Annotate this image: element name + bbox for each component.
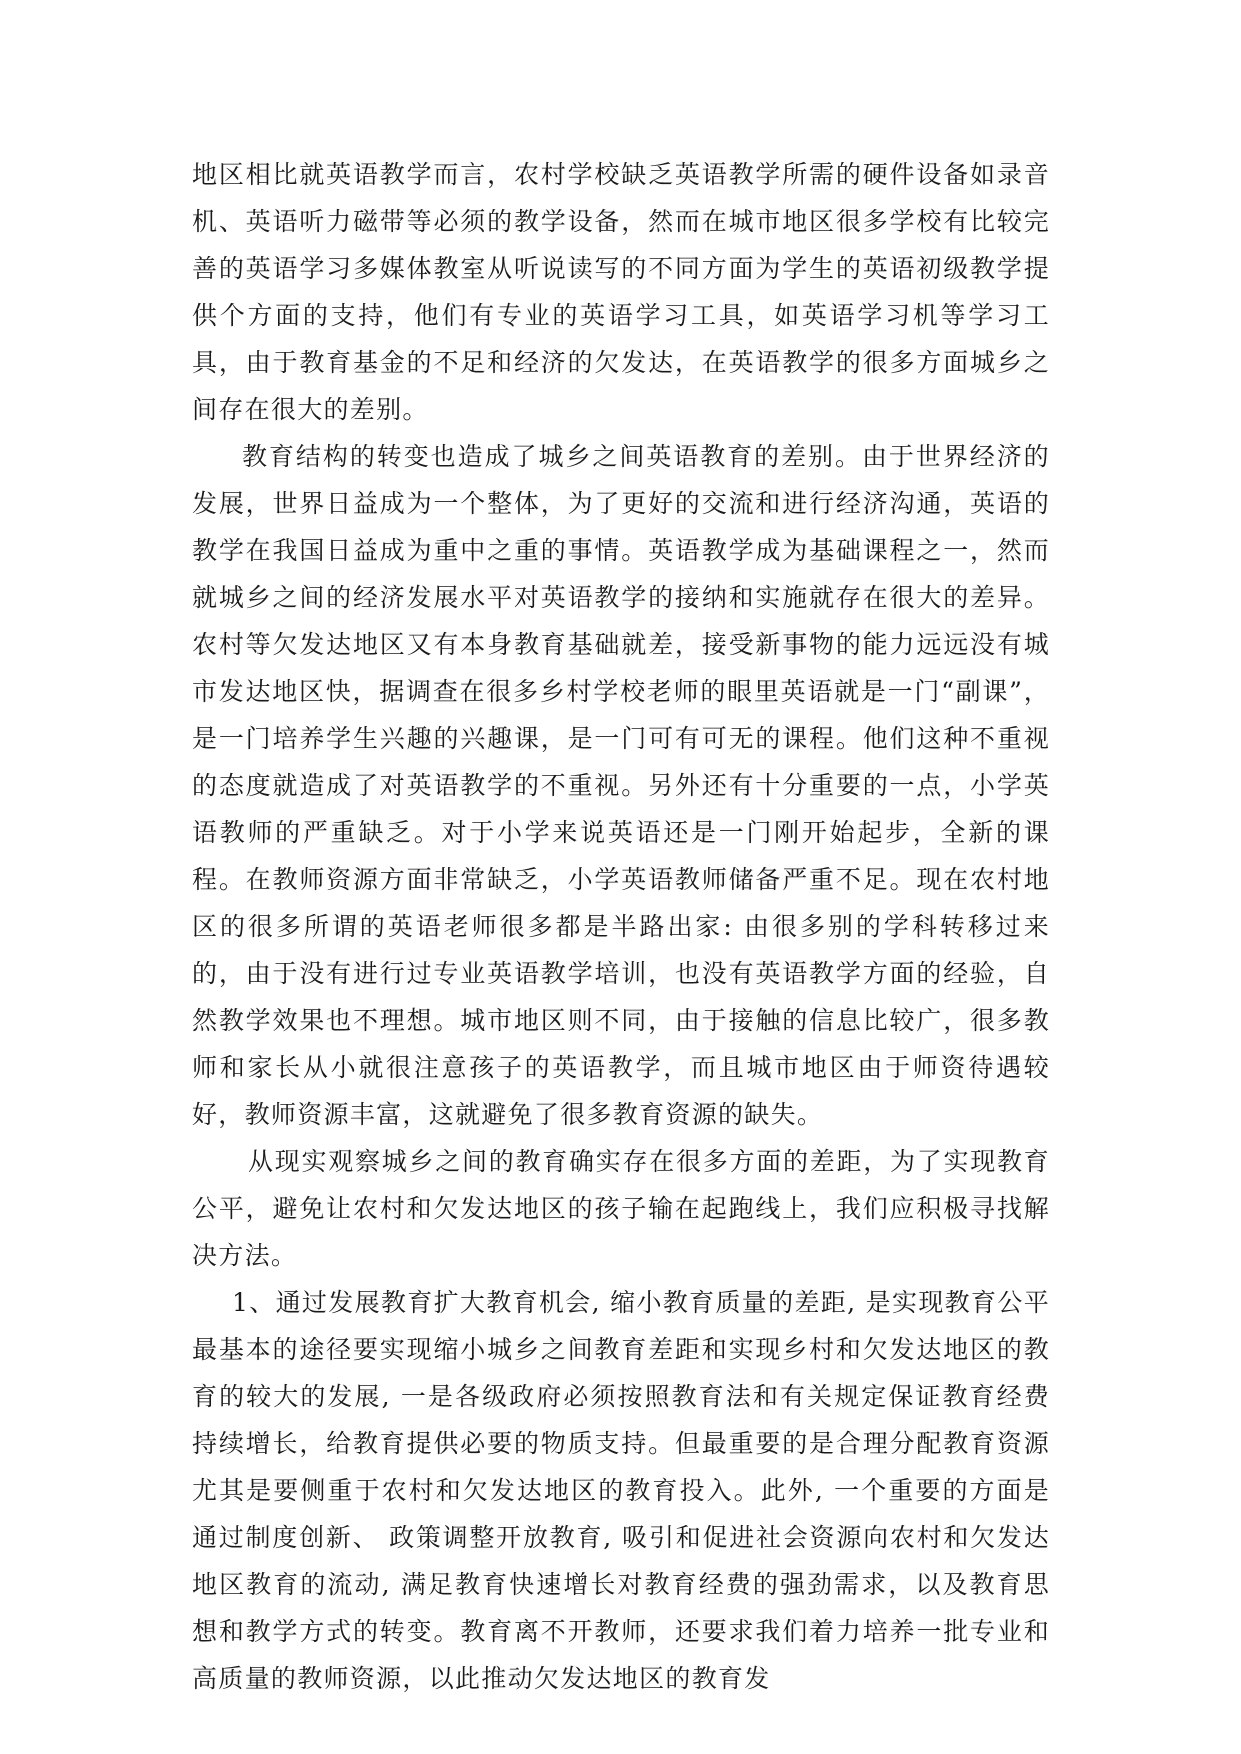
paragraph-solution-1: 1、通过发展教育扩大教育机会, 缩小教育质量的差距, 是实现教育公平最基本的途径要实现缩小城乡之间教育差距和实现乡村和欠发达地区的教育的较大的发展, 一是各级政府必须按照教育法和有关规定保证教育经费持续增长，给教育提供必要的物质支持。但最重要的是合理分配教育资源尤其是要侧重于农村和欠发达地区的教育投入。此外, 一个重要的方面是通过制度创新、 政策调整开放教育, 吸引和促进社会资源向农村和欠发达地区教育的流动, 满足教育快速增长对教育经费的强劲需求，以及教育思想和教学方式的转变。教育离不开教师，还要求我们着力培养一批专业和高质量的教师资源，以此推动欠发达地区的教育发 bbox=[192, 1288, 1050, 1693]
paragraph-hardware-gap: 地区相比就英语教学而言，农村学校缺乏英语教学所需的硬件设备如录音机、英语听力磁带等必须的教学设备，然而在城市地区很多学校有比较完善的英语学习多媒体教室从听说读写的不同方面为学生的英语初级教学提供个方面的支持，他们有专业的英语学习工具，如英语学习机等学习工具，由于教育基金的不足和经济的欠发达，在英语教学的很多方面城乡之间存在很大的差别。 bbox=[192, 160, 1050, 424]
paragraph-education-structure: 教育结构的转变也造成了城乡之间英语教育的差别。由于世界经济的发展，世界日益成为一个整体，为了更好的交流和进行经济沟通，英语的教学在我国日益成为重中之重的事情。英语教学成为基础课程之一，然而就城乡之间的经济发展水平对英语教学的接纳和实施就存在很大的差异。农村等欠发达地区又有本身教育基础就差，接受新事物的能力远远没有城市发达地区快，据调查在很多乡村学校老师的眼里英语就是一门“副课”，是一门培养学生兴趣的兴趣课，是一门可有可无的课程。他们这种不重视的态度就造成了对英语教学的不重视。另外还有十分重要的一点，小学英语教师的严重缺乏。对于小学来说英语还是一门刚开始起步，全新的课程。在教师资源方面非常缺乏，小学英语教师储备严重不足。现在农村地区的很多所谓的英语老师很多都是半路出家: 由很多别的学科转移过来的，由于没有进行过专业英语教学培训，也没有英语教学方面的经验，自然教学效果也不理想。城市地区则不同，由于接触的信息比较广，很多教师和家长从小就很注意孩子的英语教学，而且城市地区由于师资待遇较好，教师资源丰富，这就避免了很多教育资源的缺失。 bbox=[192, 442, 1050, 1129]
paragraph-observation: 从现实观察城乡之间的教育确实存在很多方面的差距，为了实现教育公平，避免让农村和欠发达地区的孩子输在起跑线上，我们应积极寻找解决方法。 bbox=[192, 1147, 1050, 1270]
document-body bbox=[192, 151, 1050, 1702]
